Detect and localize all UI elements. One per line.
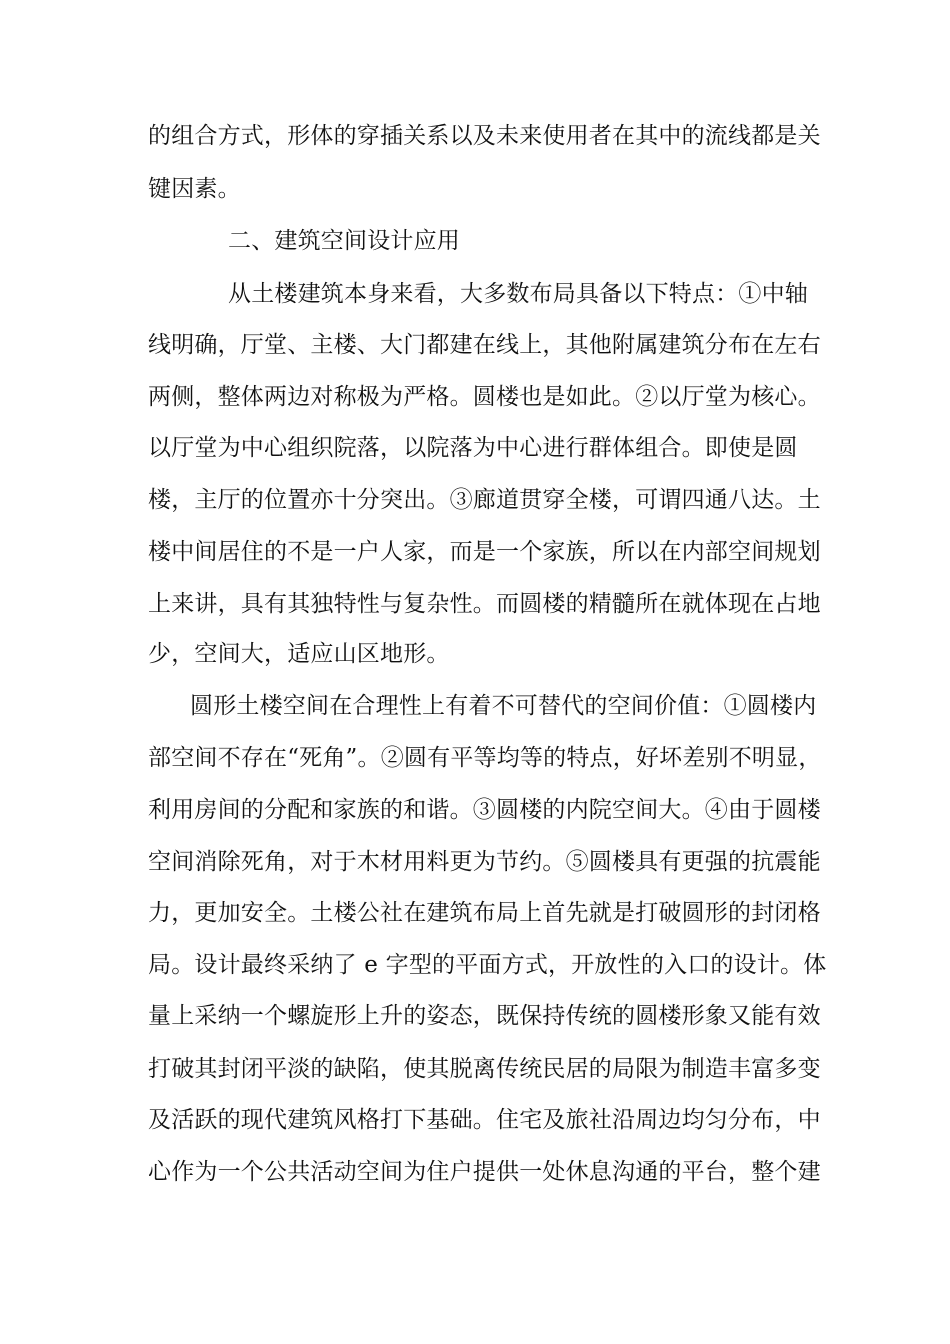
text-line: 以厅堂为中心组织院落，以院落为中心进行群体组合。即使是圆 bbox=[148, 435, 798, 461]
text-line: 上来讲，具有其独特性与复杂性。而圆楼的精髓所在就体现在占地 bbox=[148, 591, 821, 617]
paragraph-first-line: 从土楼建筑本身来看，大多数布局具备以下特点：①中轴 bbox=[228, 281, 808, 307]
text-line: 空间消除死角，对于木材用料更为节约。⑤圆楼具有更强的抗震能 bbox=[148, 849, 821, 875]
text-line: 的组合方式，形体的穿插关系以及未来使用者在其中的流线都是关 bbox=[148, 123, 821, 149]
text-line: 楼，主厅的位置亦十分突出。③廊道贯穿全楼，可谓四通八达。土 bbox=[148, 487, 821, 513]
text-line: 线明确，厅堂、主楼、大门都建在线上，其他附属建筑分布在左右 bbox=[148, 332, 821, 358]
text-line: 少，空间大，适应山区地形。 bbox=[148, 641, 450, 667]
text-line: 楼中间居住的不是一户人家，而是一个家族，所以在内部空间规划 bbox=[148, 539, 821, 565]
text-line: 打破其封闭平淡的缺陷，使其脱离传统民居的局限为制造丰富多变 bbox=[148, 1056, 821, 1082]
paragraph-first-line: 圆形土楼空间在合理性上有着不可替代的空间价值：①圆楼内 bbox=[190, 693, 817, 719]
text-line: 两侧，整体两边对称极为严格。圆楼也是如此。②以厅堂为核心。 bbox=[148, 384, 821, 410]
text-line: 力，更加安全。土楼公社在建筑布局上首先就是打破圆形的封闭格 bbox=[148, 900, 821, 926]
text-line: 及活跃的现代建筑风格打下基础。住宅及旅社沿周边均匀分布，中 bbox=[148, 1107, 821, 1133]
text-line: 局。设计最终采纳了 e 字型的平面方式，开放性的入口的设计。体 bbox=[148, 952, 827, 978]
text-line: 利用房间的分配和家族的和谐。③圆楼的内院空间大。④由于圆楼 bbox=[148, 797, 821, 823]
section-heading: 二、建筑空间设计应用 bbox=[228, 228, 460, 254]
text-line: 量上采纳一个螺旋形上升的姿态，既保持传统的圆楼形象又能有效 bbox=[148, 1003, 821, 1029]
text-line: 部空间不存在“死角”。②圆有平等均等的特点，好坏差别不明显， bbox=[148, 745, 822, 771]
text-line: 心作为一个公共活动空间为住户提供一处休息沟通的平台，整个建 bbox=[148, 1159, 821, 1185]
text-line: 键因素。 bbox=[148, 176, 241, 202]
